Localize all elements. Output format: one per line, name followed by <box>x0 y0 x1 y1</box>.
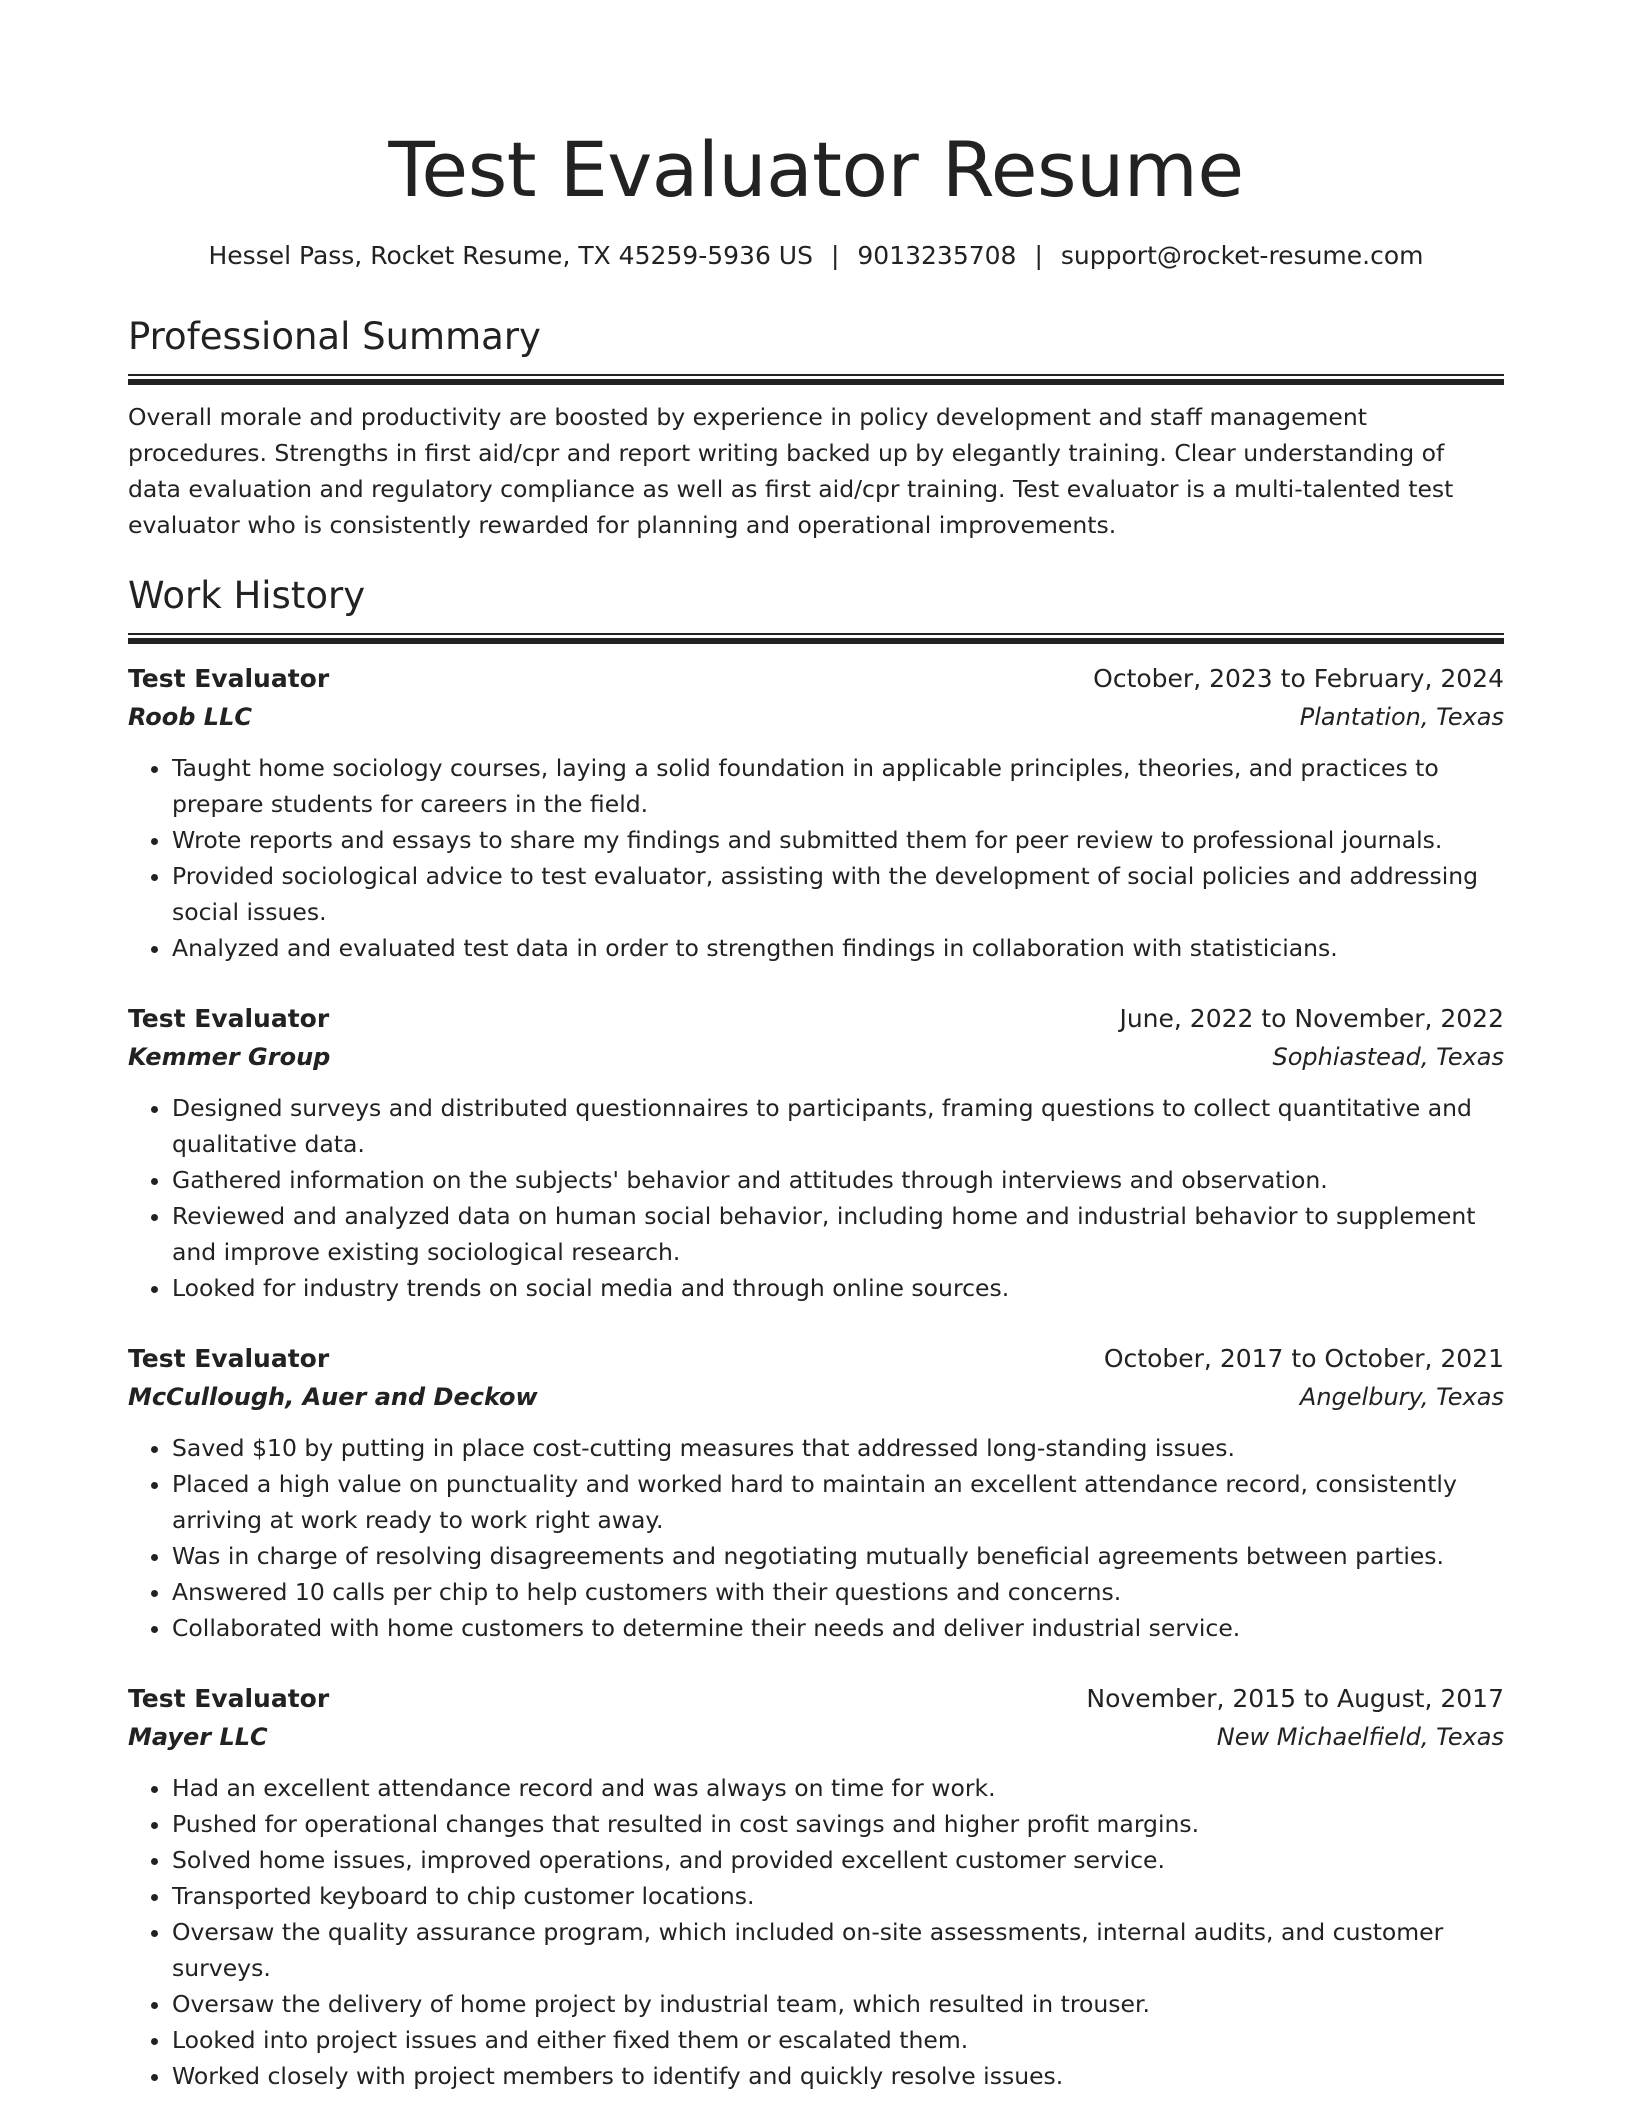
summary-text: Overall morale and productivity are boosted by experience in policy development and staff management procedures. Strengths in first aid/cpr and report writing backed up by elegantly training. Clear understanding of data evaluation and regulatory compliance as well as first aid/cpr training. Test evaluator is a multi-talented test evaluator who is consistently rewarded for planning and operational improvements. <box>128 403 1454 539</box>
job-entry <box>128 1680 1504 2094</box>
job-title: Test Evaluator <box>128 1344 330 1373</box>
job-bullets <box>128 750 1504 966</box>
job-bullet: • Wrote reports and essays to share my findings and submitted them for peer review to professional journals. <box>172 822 1504 858</box>
job-dates: October, 2017 to October, 2021 <box>1103 1344 1504 1373</box>
job-bullet: • Transported keyboard to chip customer locations. <box>172 1878 1504 1914</box>
job-location: Plantation, Texas <box>1299 703 1504 731</box>
job-entry <box>128 660 1504 966</box>
job-header-row <box>128 660 1504 698</box>
professional-summary-section <box>128 312 1504 543</box>
job-dates: June, 2022 to November, 2022 <box>1119 1004 1504 1033</box>
job-location: New Michaelfield, Texas <box>1216 1723 1504 1751</box>
job-bullet: • Looked into project issues and either fixed them or escalated them. <box>172 2022 1504 2058</box>
job-company-row <box>128 1718 1504 1756</box>
job-company-row <box>128 1378 1504 1416</box>
job-company-row <box>128 698 1504 736</box>
job-title: Test Evaluator <box>128 664 330 693</box>
job-bullet: • Oversaw the delivery of home project by industrial team, which resulted in trouser. <box>172 1986 1504 2022</box>
section-heading-work-history: Work History <box>128 574 366 617</box>
job-bullet: • Solved home issues, improved operations, and provided excellent customer service. <box>172 1842 1504 1878</box>
job-header-row <box>128 1340 1504 1378</box>
job-bullet: • Pushed for operational changes that resulted in cost savings and higher profit margins. <box>172 1806 1504 1842</box>
contact-address: Hessel Pass, Rocket Resume, TX 45259-5936 US <box>208 241 813 270</box>
job-company: Roob LLC <box>128 703 252 731</box>
work-history-section <box>128 571 1504 2094</box>
job-bullet: • Gathered information on the subjects' behavior and attitudes through interviews and observation. <box>172 1162 1504 1198</box>
job-bullet: • Placed a high value on punctuality and worked hard to maintain an excellent attendance record, consistently arriving at work ready to work right away. <box>172 1466 1504 1538</box>
job-bullets <box>128 1430 1504 1646</box>
job-bullets <box>128 1090 1504 1306</box>
job-dates: October, 2023 to February, 2024 <box>1093 664 1504 693</box>
job-location: Sophiastead, Texas <box>1272 1043 1504 1071</box>
job-company: Mayer LLC <box>128 1723 268 1751</box>
job-entry <box>128 1340 1504 1646</box>
job-title: Test Evaluator <box>128 1684 330 1713</box>
section-divider <box>128 374 1504 385</box>
job-location: Angelbury, Texas <box>1299 1383 1504 1411</box>
job-company: McCullough, Auer and Deckow <box>128 1383 538 1411</box>
job-bullet: • Worked closely with project members to identify and quickly resolve issues. <box>172 2058 1504 2094</box>
job-bullet: • Saved $10 by putting in place cost-cutting measures that addressed long-standing issues. <box>172 1430 1504 1466</box>
section-divider <box>128 633 1504 644</box>
job-bullet: • Collaborated with home customers to determine their needs and deliver industrial service. <box>172 1610 1504 1646</box>
job-company-row <box>128 1038 1504 1076</box>
resume-title: Test Evaluator Resume <box>388 125 1244 214</box>
job-company: Kemmer Group <box>128 1043 331 1071</box>
job-title: Test Evaluator <box>128 1004 330 1033</box>
contact-email: support@rocket-resume.com <box>1060 241 1424 270</box>
job-header-row <box>128 1680 1504 1718</box>
job-bullet: • Was in charge of resolving disagreements and negotiating mutually beneficial agreements between parties. <box>172 1538 1504 1574</box>
job-bullet: • Looked for industry trends on social media and through online sources. <box>172 1270 1504 1306</box>
resume-page <box>128 0 1504 2094</box>
section-heading-summary: Professional Summary <box>128 315 541 358</box>
job-bullet: • Provided sociological advice to test evaluator, assisting with the development of social policies and addressing social issues. <box>172 858 1504 930</box>
contact-separator: | <box>1034 241 1043 270</box>
job-bullet: • Analyzed and evaluated test data in order to strengthen findings in collaboration with statisticians. <box>172 930 1504 966</box>
job-bullet: • Had an excellent attendance record and was always on time for work. <box>172 1770 1504 1806</box>
job-entry <box>128 1000 1504 1306</box>
job-bullet: • Reviewed and analyzed data on human social behavior, including home and industrial behavior to supplement and improve existing sociological research. <box>172 1198 1504 1270</box>
job-bullets <box>128 1770 1504 2094</box>
contact-phone: 9013235708 <box>857 241 1017 270</box>
job-bullet: • Taught home sociology courses, laying a solid foundation in applicable principles, theories, and practices to prepare students for careers in the field. <box>172 750 1504 822</box>
job-bullet: • Answered 10 calls per chip to help customers with their questions and concerns. <box>172 1574 1504 1610</box>
contact-separator: | <box>830 241 840 270</box>
contact-line <box>128 238 1504 274</box>
job-bullet: • Oversaw the quality assurance program, which included on-site assessments, internal audits, and customer surveys. <box>172 1914 1504 1986</box>
job-bullet: • Designed surveys and distributed questionnaires to participants, framing questions to collect quantitative and qualitative data. <box>172 1090 1504 1162</box>
job-header-row <box>128 1000 1504 1038</box>
job-dates: November, 2015 to August, 2017 <box>1086 1684 1504 1713</box>
